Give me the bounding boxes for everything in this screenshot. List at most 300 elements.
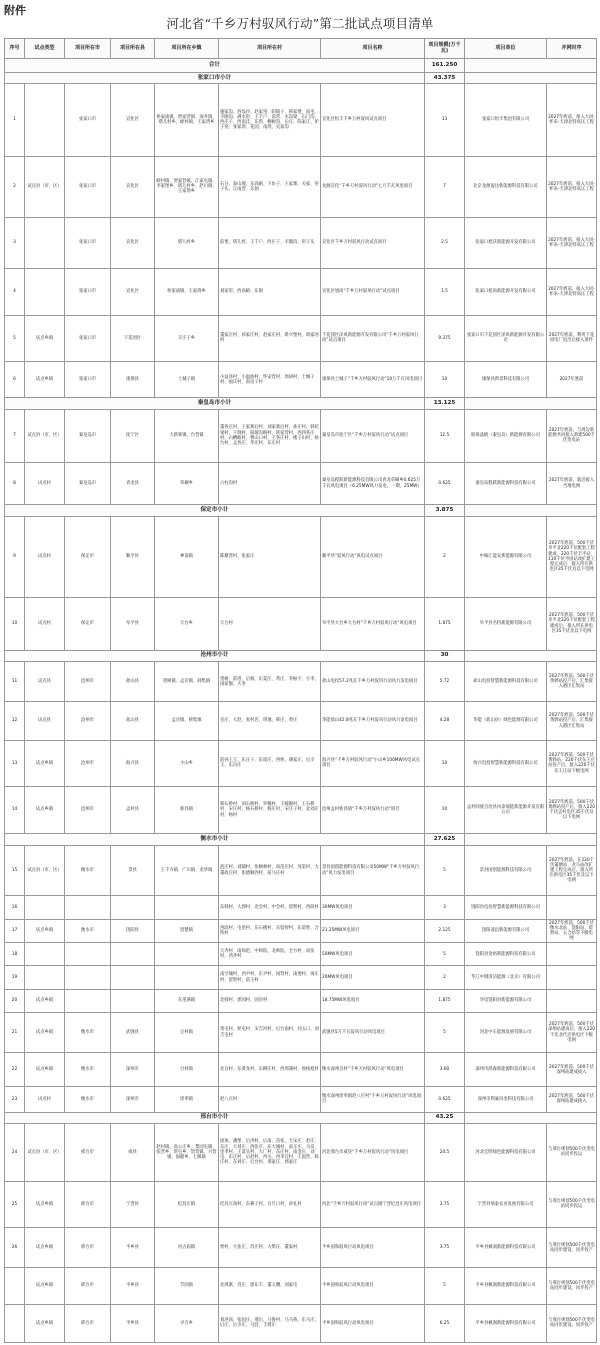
grid-schedule: [547, 943, 597, 966]
table-row: [5, 989, 597, 1012]
scale: 1.875: [425, 597, 465, 650]
project-name: 阜平县大台乡大台村“千乡万村驭风行动”风电项目: [321, 597, 425, 650]
subtotal-row: [5, 650, 597, 662]
table-row: [5, 516, 597, 597]
subtotal-label: 秦皇岛市小计: [5, 398, 425, 410]
city: 邢台市: [65, 1181, 111, 1228]
county: 孟村县: [111, 787, 155, 834]
city: [65, 989, 111, 1012]
table-row: [5, 462, 597, 504]
project-name: 景县国创能源科技有限公司50MW“千乡万村驭风行动”风力发电项目: [321, 845, 425, 896]
project-name: 衡水深州唐奉镇赵八庄村“千乡万村驭风行动”风电项目: [321, 1087, 425, 1112]
city: 张家口市: [65, 218, 111, 269]
village: 北韩村、郭园村、固店村: [219, 989, 321, 1012]
table-row: [5, 362, 597, 398]
town: 大台乡: [155, 597, 219, 650]
project-unit: 盐山电投智慧新能源科技有限公司: [465, 662, 547, 702]
county: 青龙县: [111, 462, 155, 504]
project-unit: 阜平县名特新能源有限公司: [465, 597, 547, 650]
project-unit: 平乡县枫润新能源科技有限公司: [465, 1268, 547, 1304]
county: 盐山县: [111, 662, 155, 702]
town: 赵村镇、高公庄乡、梨园屯镇、张营乡、常屯乡、贺营镇、方营镇、固献乡、七级镇: [155, 1124, 219, 1181]
scale: 2.125: [425, 919, 465, 942]
header-county: 项目所在县: [111, 39, 155, 59]
table-row: [5, 84, 597, 156]
grid-schedule: [547, 989, 597, 1012]
row-no: 16: [5, 896, 25, 919]
trial-type: 试点乡镇: [25, 1228, 65, 1268]
project-unit: 张家口恒丰集团有限公司: [465, 84, 547, 156]
trial-type: [25, 268, 65, 315]
village: 南空城村、西尹村、东尹村、岗营村、南娄村、岗庄村、留智村、前王村: [219, 966, 321, 989]
header-city: 项目所在市: [65, 39, 111, 59]
project-unit: 河北中车能源发展有限公司: [465, 1013, 547, 1053]
scale: 5: [425, 943, 465, 966]
total-label: 合计: [5, 59, 425, 73]
county: 宣化区: [111, 84, 155, 156]
grid-schedule: 2027年底前，接入大同-怀来-天津北特高压工程: [547, 268, 597, 315]
city: 衡水市: [65, 845, 111, 896]
town: 百村镇: [155, 1053, 219, 1087]
table-row: [5, 1013, 597, 1053]
grid-schedule: 2027年底前，就近接入当地电网: [547, 462, 597, 504]
scale: 10: [425, 740, 465, 787]
header-row: [5, 39, 597, 59]
trial-type: 试点县: [25, 702, 65, 740]
table-row: [5, 1268, 597, 1304]
village: 小益泽村、小温油村、怀安营村、周胡村、土城子村、福庆村、南房子村: [219, 362, 321, 398]
village: 贾村、大张庄、苏庄村、大柴庄、董家村: [219, 1228, 321, 1268]
city: 邢台市: [65, 1124, 111, 1181]
scale: 13: [425, 84, 465, 156]
project-unit: 饶阳县金裕新能源科技有限公司: [465, 943, 547, 966]
scale: 10: [425, 787, 465, 834]
row-no: 8: [5, 462, 25, 504]
project-name: 平乡国和驭风行动风电项目: [321, 1304, 425, 1342]
city: 沧州市: [65, 662, 111, 702]
trial-type: 试点乡镇: [25, 315, 65, 362]
city: 张家口市: [65, 156, 111, 217]
project-unit: 河北宏明绿色能源科技有限公司: [465, 1124, 547, 1181]
project-unit: 张家口旭尚新能源开发有限公司: [465, 268, 547, 315]
trial-type: 试点乡镇: [25, 919, 65, 942]
grid-schedule: 2027年底前，500千伏深州站建成后，接入220千伏北代店供电区下级电网: [547, 1013, 597, 1053]
project-name: 下花园区泽风新能源开发有限公司“千乡万村驭风行动”试点项目: [321, 315, 425, 362]
project-name: 河北邢台市威县“千乡万村驭风行动”风电项目: [321, 1124, 425, 1181]
city: 邢台市: [65, 1228, 111, 1268]
grid-schedule: 2027年底前，500千伏深州站建成接入: [547, 1087, 597, 1112]
county: 饶阳县: [111, 919, 155, 942]
county: 景县: [111, 845, 155, 896]
county: 宣化区: [111, 268, 155, 315]
scale: 1.875: [425, 989, 465, 1012]
project-name: 海兴县“千乡万村驭风行动”小山乡100MW风电试点项目: [321, 740, 425, 787]
city: 衡水市: [65, 1053, 111, 1087]
row-no: 6: [5, 362, 25, 398]
town: 崞村镇、贾家营镇、江家屯镇、李家堡乡、塔儿村乡、赵川镇、王家湾乡: [155, 156, 219, 217]
village: 前堡、塔儿村、王千户、西庄子、羊圈沟、窑子头: [219, 218, 321, 269]
town: 王千寺镇、广川镇、龙华镇: [155, 845, 219, 896]
row-no: 24: [5, 1124, 25, 1181]
city: 张家口市: [65, 315, 111, 362]
county: [111, 989, 155, 1012]
header-scale: 项目规模(万千瓦): [425, 39, 465, 59]
scale: 1.5: [425, 268, 465, 315]
project-unit: 华能（盐山县）绿色能源有限公司: [465, 702, 547, 740]
project-unit: 中核汇能安新能源有限公司: [465, 516, 547, 597]
subtotal-value: 27.625: [425, 833, 465, 845]
village: 石分、泰山坡、东高峪、下坊子、王家寨、关家、窑子头、正南营、东洞: [219, 156, 321, 217]
row-no: 22: [5, 1053, 25, 1087]
trial-type: 试点村: [25, 462, 65, 504]
city: 张家口市: [65, 84, 111, 156]
grid-schedule: [547, 896, 597, 919]
subtotal-value: 43.25: [425, 1112, 465, 1124]
project-table: [4, 38, 597, 1343]
row-no: 20: [5, 989, 25, 1012]
subtotal-row: [5, 505, 597, 517]
header-name: 项目名称: [321, 39, 425, 59]
village: 大台村: [219, 597, 321, 650]
county: 平乡县: [111, 1228, 155, 1268]
subtotal-value: 13.125: [425, 398, 465, 410]
row-no: 10: [5, 597, 25, 650]
table-row: [5, 156, 597, 217]
grid-schedule: 与邢台规划500千伏变电站同步建设、同步投产: [547, 1228, 597, 1268]
project-unit: 景县国创能源科技有限公司: [465, 845, 547, 896]
town: [155, 896, 219, 919]
table-row: [5, 966, 597, 989]
project-unit: 孟村回族自治县风泰瑞能新能源开发有限公司: [465, 787, 547, 834]
row-no: 17: [5, 919, 25, 942]
row-no: 3: [5, 218, 25, 269]
table-row: [5, 1181, 597, 1228]
project-name: 平乡国和驭风行动风电项目: [321, 1228, 425, 1268]
village: 前孙王王、东庄子、东庞庄、西侯、薄家庄、后辛王、东冯庄: [219, 740, 321, 787]
table-row: [5, 919, 597, 942]
row-no: 25: [5, 1181, 25, 1228]
village: 赵八庄村: [219, 1087, 321, 1112]
town: 辛庄子乡: [155, 315, 219, 362]
trial-type: 试点乡镇: [25, 1181, 65, 1228]
trial-type: 试点乡镇: [25, 1053, 65, 1087]
project-unit: 宁晋县瑞泰农业发展有限公司: [465, 1181, 547, 1228]
scale: 0.625: [425, 462, 465, 504]
subtotal-label: 衡水市小计: [5, 833, 425, 845]
project-name: 平乡国和驭风行动风电项目: [321, 1268, 425, 1304]
scale: 5.72: [425, 662, 465, 702]
city: 秦皇岛市: [65, 462, 111, 504]
header-type: 试点类型: [25, 39, 65, 59]
subtotal-row: [5, 1112, 597, 1124]
scale: 12.5: [425, 409, 465, 462]
town: 豆村镇: [155, 1013, 219, 1053]
county: 下花园区: [111, 315, 155, 362]
town: 新县镇: [155, 787, 219, 834]
header-unit: 项目单位: [465, 39, 547, 59]
village: 董家庄村、祁家庄村、赵家庄村、新兴堡村、周家河村: [219, 315, 321, 362]
city: 沧州市: [65, 740, 111, 787]
row-no: 23: [5, 1087, 25, 1112]
village: 施家沟、西浅沙、赵家窑、阳坡子、韩家堡、南屯、羊圈沟、满水窑、王千户、前营、水沟梁、石门沟、西庄子、西南洼、东湾、柳树沟、后庄、陈家庄、驴子窑、张家湾、花园、南湾、史家沟: [219, 84, 321, 156]
total-value: 161.250: [425, 59, 465, 73]
trial-type: 试点乡镇: [25, 1013, 65, 1053]
trial-type: [25, 943, 65, 966]
table-row: [5, 1304, 597, 1342]
project-name: 宣化区旭尚“千乡万村驭风行动”试点项目: [321, 268, 425, 315]
table-row: [5, 702, 597, 740]
city: 沧州市: [65, 787, 111, 834]
project-unit: 张家口市下花园区泽风新能源开发有限公司: [465, 315, 547, 362]
town: 唐奉镇: [155, 1087, 219, 1112]
scale: 24.5: [425, 1124, 465, 1181]
town: 侯家庙镇、贾家营镇、深井镇、塔儿村乡、崞村镇、王家湾乡: [155, 84, 219, 156]
grid-schedule: 2027年底前，500千伏阜平北220千伏配套工程建成后，接入所在供电区35千伏及以下电网: [547, 597, 597, 650]
subtotal-value: 43.375: [425, 72, 465, 84]
grid-schedule: 2027年底前，500千伏衡水北站、饶阳站、留智站、五合站等下级电网: [547, 919, 597, 942]
town: 土城子镇: [155, 362, 219, 398]
town: [155, 943, 219, 966]
trial-type: 试点乡镇: [25, 989, 65, 1012]
trial-type: 试点县（市、区）: [25, 156, 65, 217]
scale: 4.28: [425, 702, 465, 740]
row-no: 14: [5, 787, 25, 834]
grid-schedule: 2027年底前，500千伏黄骅站、220千伏东王庄站投产后，接入220千伏东王庄站下级电网: [547, 740, 597, 787]
table-row: [5, 787, 597, 834]
project-name: 华能盐山42.8兆瓦千乡万村驭风行动风力发电项目: [321, 702, 425, 740]
trial-type: [25, 966, 65, 989]
table-row: [5, 597, 597, 650]
project-unit: 张家口旭沃新能源开发有限公司: [465, 218, 547, 269]
table-row: [5, 1053, 597, 1087]
county: 海兴县: [111, 740, 155, 787]
town: 节固镇: [155, 1268, 219, 1304]
project-unit: 康保县新景科技有限公司: [465, 362, 547, 398]
town: 塔儿村乡: [155, 218, 219, 269]
table-row: [5, 409, 597, 462]
header-village: 项目所在村: [219, 39, 321, 59]
county: 阜平县: [111, 597, 155, 650]
row-no: 12: [5, 702, 25, 740]
row-no: 19: [5, 966, 25, 989]
town: 东里满镇: [155, 989, 219, 1012]
scale: 5: [425, 845, 465, 896]
header-no: 序号: [5, 39, 25, 59]
grid-schedule: 2027年底前，与周边新能源共同接入新建500千伏变电站: [547, 409, 597, 462]
county: 盐山县: [111, 702, 155, 740]
scale: 6.25: [425, 1304, 465, 1342]
grid-schedule: 2027年底前: [547, 362, 597, 398]
subtotal-value: 3.875: [425, 505, 465, 517]
row-no: 1: [5, 84, 25, 156]
village: 黄屯村、侯屯村、宋吉河村、后台南村、同五口、刘吉屯村: [219, 1013, 321, 1053]
town: [155, 966, 219, 989]
trial-type: 试点村: [25, 516, 65, 597]
scale: 5: [425, 1268, 465, 1304]
row-no: 15: [5, 845, 25, 896]
project-name: 武强县5万千瓦驭风行动风电项目: [321, 1013, 425, 1053]
city: 邢台市: [65, 1304, 111, 1342]
table-row: [5, 218, 597, 269]
town: 侯家庙镇、王家湾乡: [155, 268, 219, 315]
project-name: 顺平县“驭风行动”风电试点项目: [321, 516, 425, 597]
trial-type: 试点乡镇: [25, 1304, 65, 1342]
town: 神南镇: [155, 516, 219, 597]
county: 宁晋县: [111, 1181, 155, 1228]
scale: 2: [425, 966, 465, 989]
scale: 3.75: [425, 1181, 465, 1228]
document-title: 河北省“千乡万村驭风行动”第二批试点项目清单: [166, 16, 434, 31]
table-body: [5, 59, 597, 1343]
county: 平乡县: [111, 1304, 155, 1342]
row-no: 2: [5, 156, 25, 217]
row-no: 13: [5, 740, 25, 787]
grid-schedule: 与邢台规划500千伏变电站同步投运: [547, 1124, 597, 1181]
village: 固加、潘堡、后洪村、后南、苗张、大宋庄、赵庄、东庄、大刘庄、西张庄、东大城村、南辛庄、马房、里孝村、王落头村、大厂村、东庄村、南金庄、刘屯、东庄村、后赵村、西关、西李官村、王固营、陈庄村、东刘庄、后台村、邢家庄、郭家庄: [219, 1124, 321, 1181]
town: 望树镇、孟店镇、韩集镇: [155, 662, 219, 702]
trial-type: 试点乡镇: [25, 740, 65, 787]
village: 刘洪庙、张固庄、邢后、马鲁村、马马鲁、东马庄、后庄、后寺庄、马营、丰周庄: [219, 1304, 321, 1342]
county: 深州市: [111, 1053, 155, 1087]
project-name: 衡水深州百村“千乡万村驭风行动”风电项目: [321, 1053, 425, 1087]
project-name: 龙源宣化“千乡万村驭风行动”七万千瓦风电项目: [321, 156, 425, 217]
row-no: 7: [5, 409, 25, 462]
county: 康保县: [111, 362, 155, 398]
city: 秦皇岛市: [65, 409, 111, 462]
county: 平乡县: [111, 1268, 155, 1304]
trial-type: 试点乡镇: [25, 1268, 65, 1304]
town: 小山乡: [155, 740, 219, 787]
village: 北周寨、肖庄、郭东丰、董义曙、刘家屯: [219, 1268, 321, 1304]
scale: 5: [425, 1013, 465, 1053]
project-unit: 饶阳凌迅新能源有限公司: [465, 919, 547, 942]
row-no: 9: [5, 516, 25, 597]
trial-type: 试点村: [25, 597, 65, 650]
subtotal-label: 张家口市小计: [5, 72, 425, 84]
table-row: [5, 268, 597, 315]
town: 河古庙镇: [155, 1228, 219, 1268]
subtotal-label: 保定市小计: [5, 505, 425, 517]
village: 刘家窑、西高峪、东洞: [219, 268, 321, 315]
village: 宣庄、大赵、张村店、班地、韩庄、黄庄: [219, 702, 321, 740]
village: 陈塘营村、张家庄: [219, 516, 321, 597]
scale: 9.375: [425, 315, 465, 362]
village: 西段村、屯里村、东石楼村、东留智村、东留智、合铁村: [219, 919, 321, 942]
subtotal-row: [5, 833, 597, 845]
city: 衡水市: [65, 1087, 111, 1112]
table-row: [5, 943, 597, 966]
total-row: [5, 59, 597, 73]
row-no: 26: [5, 1228, 25, 1268]
city: 衡水市: [65, 1013, 111, 1053]
scale: 2: [425, 516, 465, 597]
row-no: 21: [5, 1013, 25, 1053]
grid-schedule: 与邢台规划500千伏变电站同步建设、同步投产: [547, 1268, 597, 1304]
grid-schedule: 2027年底前，接入大同-怀来-天津北特高压工程: [547, 218, 597, 269]
county: [111, 966, 155, 989]
trial-type: 试点乡镇: [25, 362, 65, 398]
trial-type: 试点乡镇: [25, 787, 65, 834]
project-unit: 联保晶帆（秦皇岛）新能源有限公司: [465, 409, 547, 462]
grid-schedule: 2027年底前，在220千伏董塘站、龙马站改扩建工程完成后，接入所在供电区35千伏及以下电网: [547, 845, 597, 896]
project-unit: 华电饶阳县新能源有限公司: [465, 989, 547, 1012]
project-name: 秦皇岛市抚宁区“千乡万村驭风行动”试点项目: [321, 409, 425, 462]
county: 顺平县: [111, 516, 155, 597]
project-unit: 深州市鸿森新能源科技有限公司: [465, 1053, 547, 1087]
city: 保定市: [65, 597, 111, 650]
grid-schedule: 2027年底前，500千伏阜平北220千伏配套工程建成，220千伏丰平站、110千伏枣园站改扩建工程完成后，接入所在供电区35千伏及以下电网: [547, 516, 597, 597]
subtotal-row: [5, 398, 597, 410]
trial-type: [25, 896, 65, 919]
project-name: 盐山电投57.2兆瓦千乡万村驭风行动风力发电项目: [321, 662, 425, 702]
county: 抚宁区: [111, 409, 155, 462]
project-name: 20MW风电项目: [321, 966, 425, 989]
project-unit: 秦皇岛程跃新能源科技有限公司: [465, 462, 547, 504]
city: 张家口市: [65, 268, 111, 315]
table-row: [5, 315, 597, 362]
project-name: 康保县土城子“千乡万村驭风行动”10万千瓦风电项目: [321, 362, 425, 398]
project-unit: 深州市利豪风电科技有限公司: [465, 1087, 547, 1112]
town: 草碾乡: [155, 462, 219, 504]
project-unit: 平乡县枫润新能源科技有限公司: [465, 1228, 547, 1268]
table-row: [5, 1087, 597, 1112]
village: 东韩村、大郭村、北会村、中会村、留智村、西段村: [219, 896, 321, 919]
village: 韩石桥村、刘石桥村、罗幢村、王幢圈村、王石桥村、宋庄村、杨石桥村、杨庄村、宋庄子村、北刘庄村、杨村: [219, 787, 321, 834]
subtotal-row: [5, 72, 597, 84]
grid-schedule: 与邢台规划500千伏变电站同步投运: [547, 1181, 597, 1228]
town: 纪昌庄镇: [155, 1181, 219, 1228]
city: [65, 943, 111, 966]
village: 望树、前进、后杨、东夏庄、常庄、李振宇、小李、国家圈、大李: [219, 662, 321, 702]
project-unit: 平乡县枫润新能源科技有限公司: [465, 1304, 547, 1342]
annex-label: 附件: [4, 4, 26, 17]
village: 北百村、东黄龙村、东柳庄村、西周蒲村、侯杨旭村: [219, 1053, 321, 1087]
header-grid: 并网时序: [547, 39, 597, 59]
project-unit: 海兴电投智慧新能源科技有限公司: [465, 740, 547, 787]
county: [111, 943, 155, 966]
scale: 3.00: [425, 1053, 465, 1087]
trial-type: 试点县: [25, 662, 65, 702]
project-name: 50MW风电项目: [321, 943, 425, 966]
project-name: 30MW风电项目: [321, 896, 425, 919]
city: [65, 966, 111, 989]
project-name: 河北“千乡万村驭风行动”试点镇宁晋纪昌庄风电项目: [321, 1181, 425, 1228]
project-unit: 北京龙源盈达新能源科技有限公司: [465, 156, 547, 217]
county: 威县: [111, 1124, 155, 1181]
project-unit: 华辽中钢清洁能源（北京）有限公司: [465, 966, 547, 989]
project-name: 21.25MW风电项目: [321, 919, 425, 942]
city: 沧州市: [65, 702, 111, 740]
trial-type: 试点县（市、区）: [25, 409, 65, 462]
village: 泡庄村、刘辅村、张枫林村、南范庄村、河渠村、大董故庄村、张德顺西村、前马庄村: [219, 845, 321, 896]
grid-schedule: 与邢台规划500千伏变电站同步建设、同步投产: [547, 1304, 597, 1342]
table-row: [5, 1124, 597, 1181]
county: 宣化区: [111, 156, 155, 217]
village: 董各庄村、王家寨后村、刘家寨后村、孙庄村、韩坨梁村、干涧村、阳坡沟峪村、转家营村、西四各庄村、石槽峪村、曹山口村、王各庄村、楼子山村、杨台村、孟各庄、华庄村、东庄村: [219, 409, 321, 462]
city: 邢台市: [65, 1268, 111, 1304]
county: 宣化区: [111, 218, 155, 269]
grid-schedule: 2027年底前，利用下花园电厂退出后接入条件: [547, 315, 597, 362]
city: 衡水市: [65, 919, 111, 942]
village: 大齐村、南师范、中师院、北师院、全方村、南张村、西齐村: [219, 943, 321, 966]
project-name: 沧州孟村新县镇“千乡万村驭风行动”项目: [321, 787, 425, 834]
project-name: 宣化区恒丰千乡万村驭风试点项目: [321, 84, 425, 156]
table-row: [5, 1228, 597, 1268]
scale: 10: [425, 362, 465, 398]
row-no: 18: [5, 943, 25, 966]
project-name: 秦皇岛程跃新能源科技有限公司青龙草碾乡0.625万千瓦风电项目（6.25MW风力发电，一期，25MW）: [321, 462, 425, 504]
scale: 2.5: [425, 218, 465, 269]
